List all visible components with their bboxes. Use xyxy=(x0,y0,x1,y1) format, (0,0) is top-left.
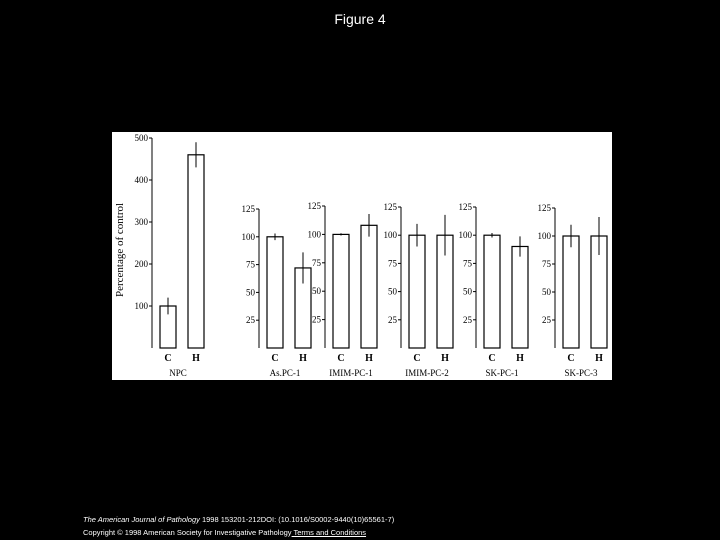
bar xyxy=(188,155,204,348)
x-tick-label: C xyxy=(164,353,172,364)
bar-chart xyxy=(112,132,612,380)
y-tick-label: 25 xyxy=(246,315,255,326)
x-tick-label: C xyxy=(337,353,345,364)
y-tick-label: 300 xyxy=(134,217,148,227)
y-tick-label: 125 xyxy=(537,203,551,213)
x-tick-label: C xyxy=(271,353,279,364)
y-tick-label: 75 xyxy=(388,258,397,269)
x-tick-label: H xyxy=(441,353,449,364)
citation-line xyxy=(83,513,394,526)
footer xyxy=(83,513,394,539)
y-tick-label: 25 xyxy=(312,314,321,325)
copyright-text: Copyright © 1998 American Society for Investigative Pathology xyxy=(83,528,292,537)
panel-label: SK-PC-1 xyxy=(485,368,519,378)
x-tick-label: C xyxy=(488,353,496,364)
panel-label: IMIM-PC-1 xyxy=(329,368,373,378)
y-tick-label: 200 xyxy=(134,259,148,269)
y-tick-label: 25 xyxy=(388,314,397,325)
y-tick-label: 500 xyxy=(134,133,148,143)
x-tick-label: C xyxy=(567,353,575,364)
y-tick-label: 125 xyxy=(383,202,397,212)
copyright-line xyxy=(83,526,394,539)
x-tick-label: H xyxy=(516,353,524,364)
y-tick-label: 50 xyxy=(463,286,472,297)
y-tick-label: 100 xyxy=(383,230,397,241)
figure-image xyxy=(112,132,612,380)
y-tick-label: 25 xyxy=(542,315,551,325)
y-tick-label: 75 xyxy=(542,259,551,269)
bar xyxy=(563,236,579,348)
citation-text: 1998 153201-212DOI: (10.1016/S0002-9440(10)65561-7) xyxy=(199,515,395,524)
y-tick-label: 75 xyxy=(312,257,321,268)
bar xyxy=(512,246,528,348)
panel-label: NPC xyxy=(169,368,187,378)
y-tick-label: 125 xyxy=(458,202,472,212)
journal-name: The American Journal of Pathology xyxy=(83,515,200,524)
y-tick-label: 50 xyxy=(542,287,551,297)
y-tick-label: 400 xyxy=(134,175,148,185)
y-tick-label: 100 xyxy=(458,230,472,241)
page-title: Figure 4 xyxy=(334,11,386,27)
y-axis-label: Percentage of control xyxy=(114,202,126,298)
y-tick-label: 50 xyxy=(388,286,397,297)
x-tick-label: H xyxy=(192,353,200,364)
y-tick-label: 125 xyxy=(241,204,255,214)
panel-label: SK-PC-3 xyxy=(564,368,598,378)
y-tick-label: 100 xyxy=(537,231,551,241)
panel-label: As.PC-1 xyxy=(269,368,301,378)
y-tick-label: 125 xyxy=(307,201,321,211)
x-tick-label: H xyxy=(365,353,373,364)
y-tick-label: 50 xyxy=(312,286,321,297)
x-tick-label: H xyxy=(299,353,307,364)
bar xyxy=(267,237,283,348)
y-tick-label: 75 xyxy=(463,258,472,269)
y-tick-label: 100 xyxy=(307,229,321,240)
y-tick-label: 100 xyxy=(241,231,255,242)
x-tick-label: H xyxy=(595,353,603,364)
terms-link[interactable]: Terms and Conditions xyxy=(291,528,367,537)
x-tick-label: C xyxy=(413,353,421,364)
bar xyxy=(409,235,425,348)
y-tick-label: 75 xyxy=(246,259,255,270)
bar xyxy=(333,234,349,348)
bar xyxy=(484,235,500,348)
y-tick-label: 25 xyxy=(463,314,472,325)
bar xyxy=(361,225,377,348)
panel-label: IMIM-PC-2 xyxy=(405,368,449,378)
y-tick-label: 50 xyxy=(246,287,255,298)
y-tick-label: 100 xyxy=(134,301,148,311)
